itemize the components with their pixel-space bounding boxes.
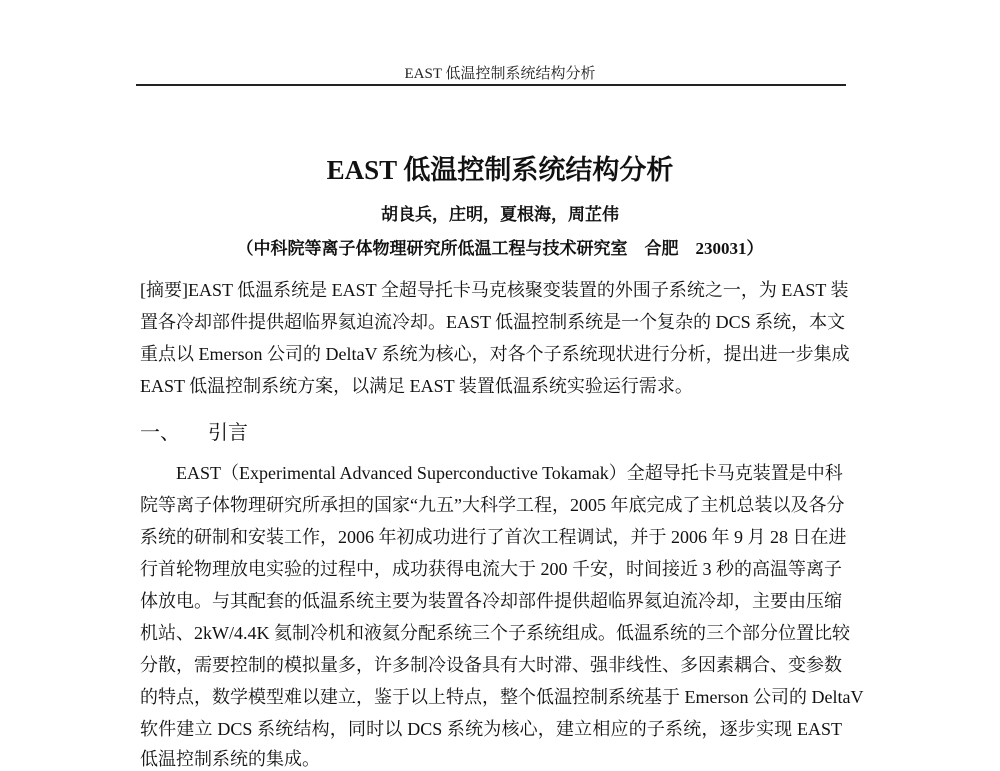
body-line: 系统的研制和安装工作，2006 年初成功进行了首次工程调试，并于 2006 年 9 月 28 日在进 [140,527,847,547]
abstract-line: [摘要]EAST 低温系统是 EAST 全超导托卡马克核聚变装置的外围子系统之一，为 EAST 装 [140,280,849,300]
paper-title: EAST 低温控制系统结构分析 [326,155,674,185]
header-rule [136,84,846,86]
abstract-line: 重点以 Emerson 公司的 DeltaV 系统为核心，对各个子系统现状进行分析，提出进一步集成 [140,344,850,364]
section-heading [140,416,276,445]
affiliation: （中科院等离子体物理研究所低温工程与技术研究室 合肥 230031） [236,239,764,258]
body-line: 低温控制系统的集成。 [140,749,320,769]
body-line: 院等离子体物理研究所承担的国家“九五”大科学工程，2005 年底完成了主机总装以及各分 [140,495,845,515]
body-line: 软件建立 DCS 系统结构，同时以 DCS 系统为核心，建立相应的子系统，逐步实现 EAST [140,719,842,739]
body-line: 体放电。与其配套的低温系统主要为装置各冷却部件提供超临界氦迫流冷却，主要由压缩 [140,591,842,611]
body-line: EAST（Experimental Advanced Superconductive Tokamak）全超导托卡马克装置是中科 [176,463,843,483]
body-line: 的特点，数学模型难以建立，鉴于以上特点，整个低温控制系统基于 Emerson 公司的 DeltaV [140,687,864,707]
section-title: 引言 [208,422,248,444]
abstract-line: 置各冷却部件提供超临界氦迫流冷却。EAST 低温控制系统是一个复杂的 DCS 系统，本文 [140,312,846,332]
body-line: 行首轮物理放电实验的过程中，成功获得电流大于 200 千安，时间接近 3 秒的高温等离子 [140,559,842,579]
running-header: EAST 低温控制系统结构分析 [404,66,596,82]
authors: 胡良兵，庄明，夏根海，周芷伟 [381,205,619,224]
section-number: 一、 [140,422,180,444]
body-line: 机站、2kW/4.4K 氦制冷机和液氦分配系统三个子系统组成。低温系统的三个部分位置比较 [140,623,850,643]
abstract-line: EAST 低温控制系统方案，以满足 EAST 装置低温系统实验运行需求。 [140,376,693,396]
body-line: 分散，需要控制的模拟量多，许多制冷设备具有大时滞、强非线性、多因素耦合、变参数 [140,655,842,675]
